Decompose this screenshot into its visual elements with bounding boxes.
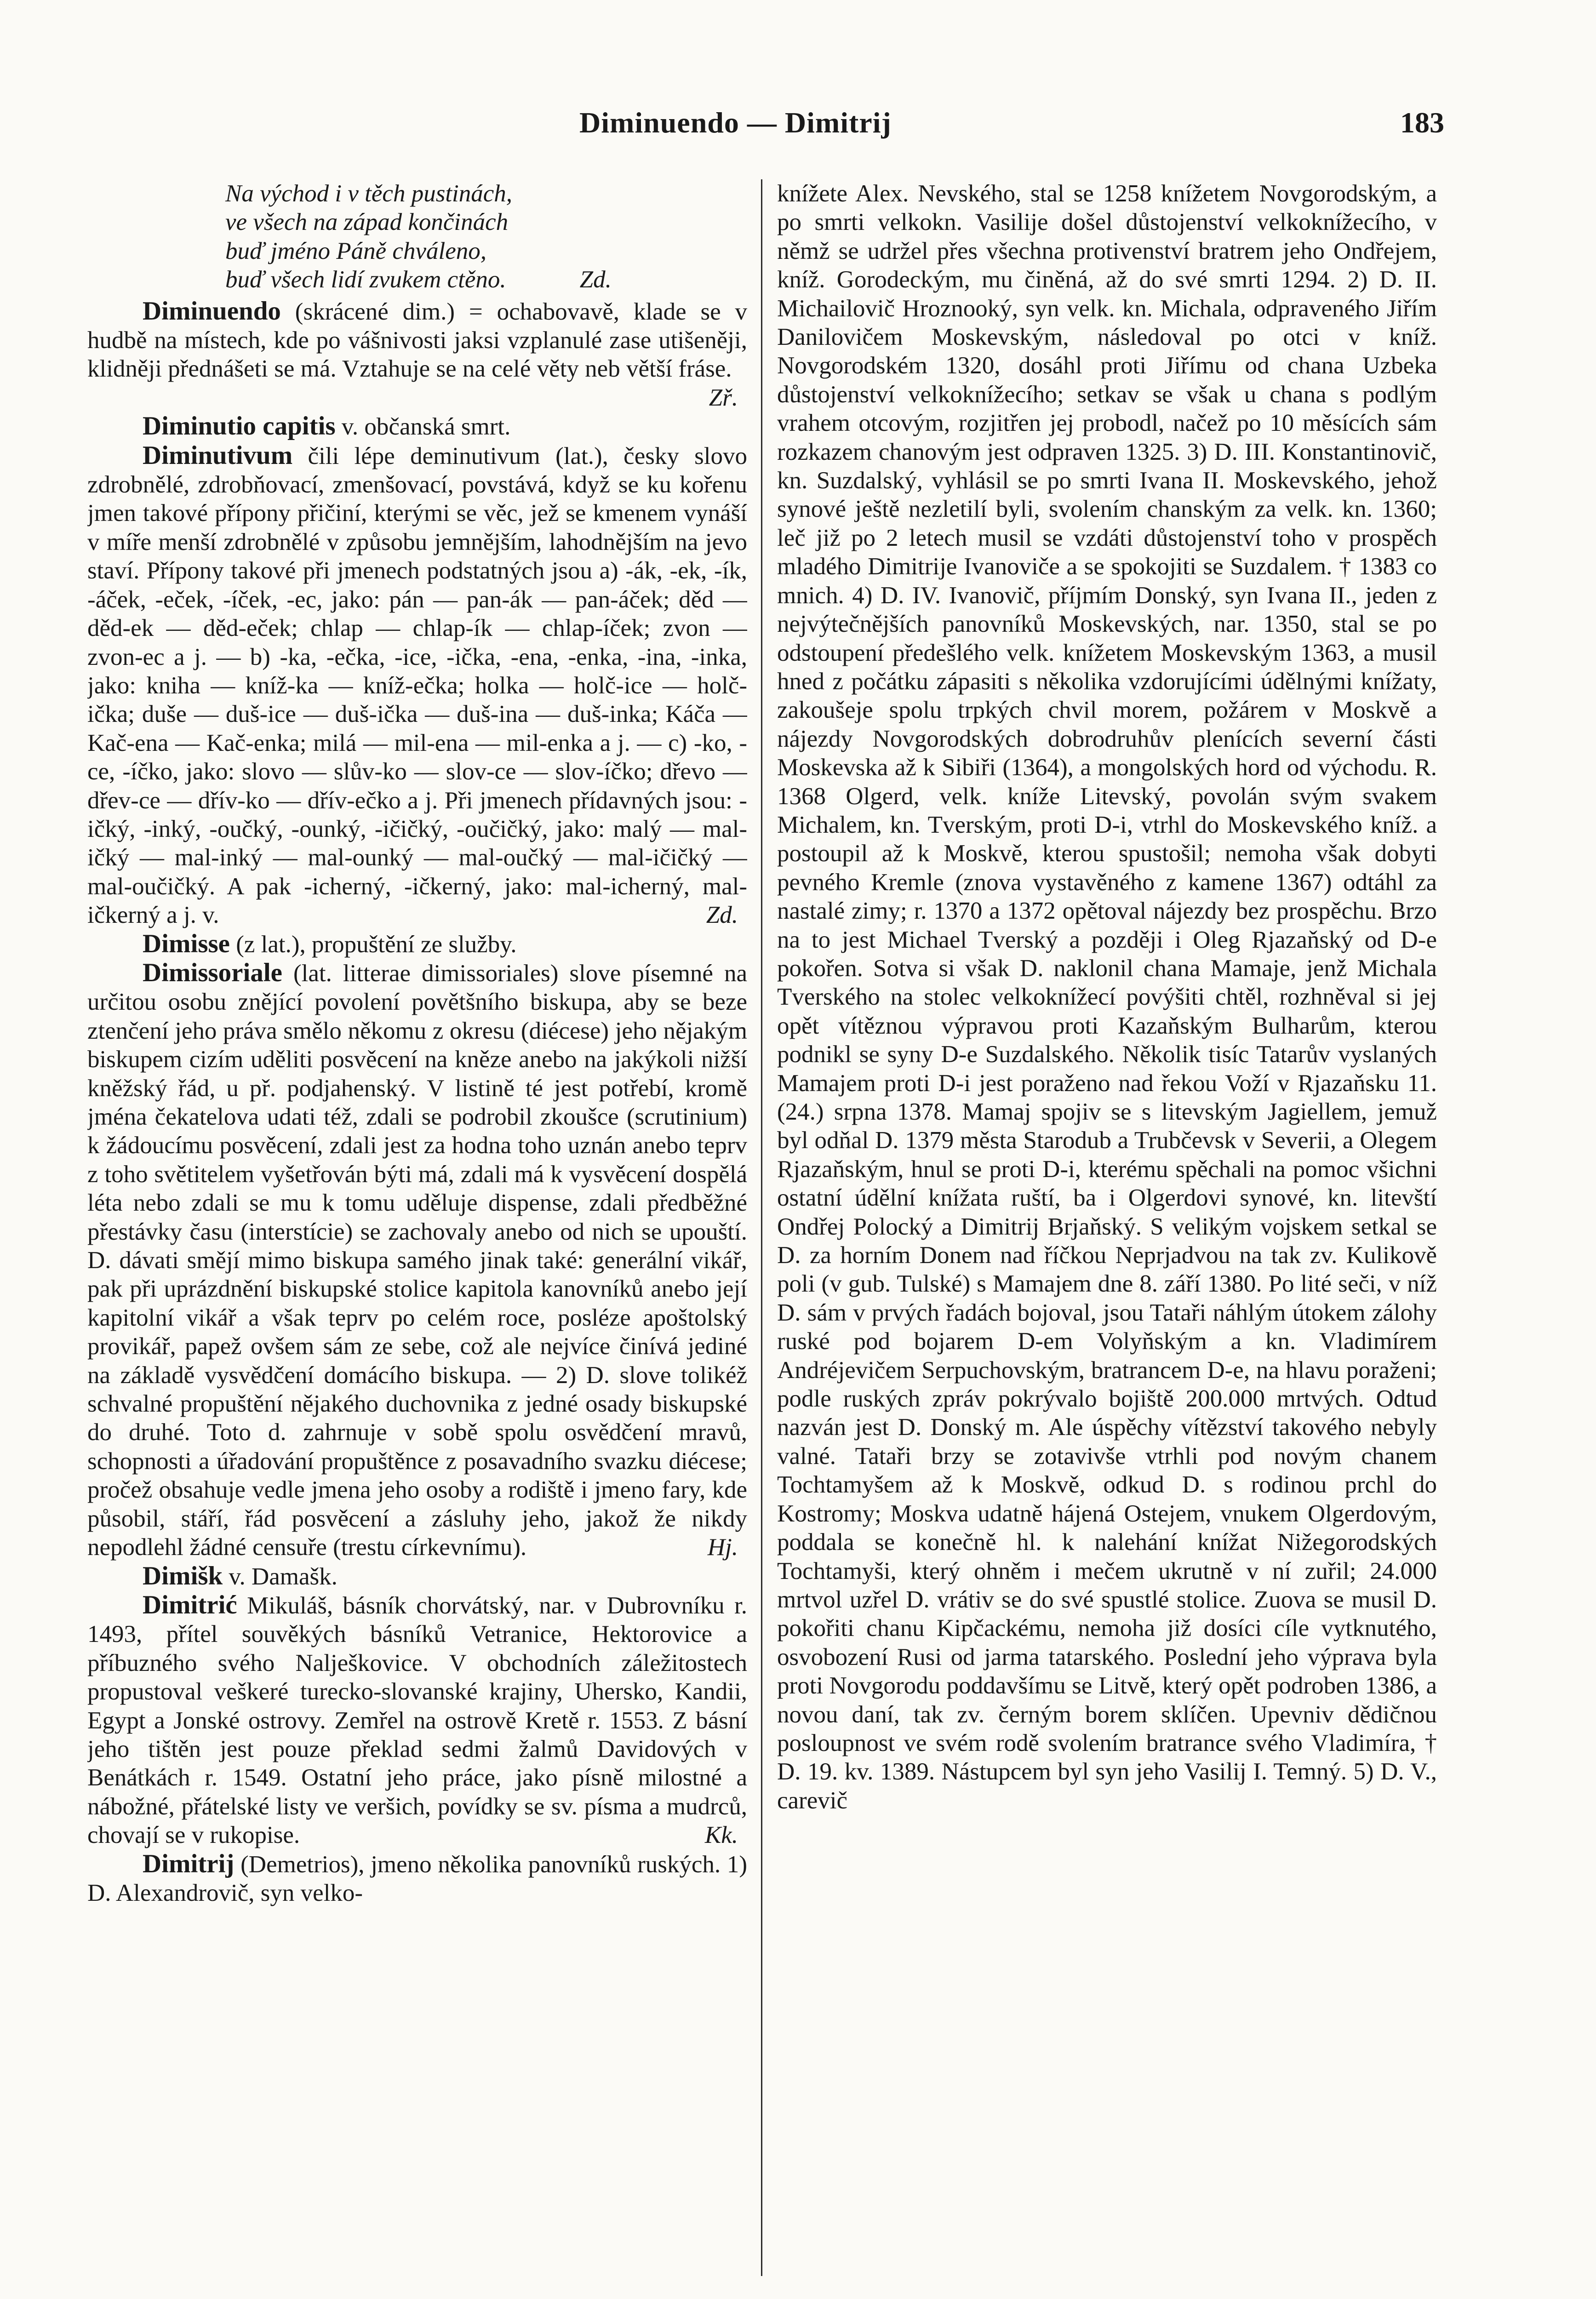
entry-dimitric (87, 1591, 747, 1850)
entry-signature: Hj. (707, 1534, 738, 1561)
entry-headword: Diminutio capitis (143, 412, 336, 441)
page-number: 183 (1400, 106, 1444, 139)
entry-diminuendo (87, 296, 747, 411)
poem-quote (225, 179, 747, 294)
entry-dimitrij (87, 1850, 747, 1908)
entry-text: (Demetrios), jmeno několika panovníků ruských. 1) D. Alexandrovič, syn velko- (87, 1851, 747, 1906)
entry-diminutio-capitis (87, 412, 747, 441)
entry-text: (lat. litterae dimissoriales) slove písemné na určitou osobu znějící povolení povětšního biskupa, aby se beze ztenčení jeho práva smělo někomu z okresu (diécese) jeho nějakým biskupem cizím uděliti posvěcení na kněze anebo na jakýkoli nižší kněžský řád, u př. podjahenský. V listině té jest potřebí, kromě jména čekatelova udati též, zdali se podrobil zkoušce (scrutinium) k žádoucímu posvěcení, zdali jest za hodna toho uznán anebo teprv z toho světitelem vyšetřován býti má, zdali má k vysvěcení dospělá léta nebo zdali se mu k tomu uděluje dispense, zdali předběžné přestávky času (interstície) se zachovaly anebo od nich se upouští. D. dávati smějí mimo biskupa samého jinak také: generální vikář, pak při uprázdnění biskupské stolice kapitola kanovníků anebo její kapitolní vikář a však teprv po celém roce, posléze apoštolský provikář, papež ovšem sám ze sebe, což ale nejvíce činívá jediné na základě vysvědčení domácího biskupa. — 2) D. slove tolikéž schvalné propuštění nějakého duchovnika z jedné osady biskupské do druhé. Toto d. zahrnuje v sobě spolu osvědčení mravů, schopnosti a úřadování propuštěnce z posavadního svazku diécese; pročež obsahuje vedle jmena jeho osoby a rodiště i jmeno fary, kde působil, stáří, řád posvěcení a zásluhy jeho, jakož že nikdy nepodlehl žádné censuře (trestu církevnímu). (87, 960, 747, 1561)
poem-line: Na východ i v těch pustinách, (225, 180, 513, 207)
poem-line: ve všech na západ končinách (225, 209, 509, 236)
running-title: Diminuendo — Dimitrij (579, 106, 892, 139)
entry-text: (skrácené dim.) = ochabovavě, klade se v hudbě na místech, kde po vášnivosti jaksi vzplanulé zase utišeněji, klidněji přednášeti se má. Vztahuje se na celé věty neb větší fráse. (87, 298, 747, 383)
entry-headword: Diminutivum (143, 440, 293, 470)
poem-line: buď všech lidí zvukem ctěno. Zd. (225, 265, 747, 294)
entry-signature: Zd. (706, 902, 738, 929)
entry-headword: Dimitrić (143, 1590, 237, 1619)
entry-signature: Zř. (709, 384, 738, 411)
entry-signature: Kk. (704, 1822, 738, 1849)
entry-headword: Dimišk (143, 1561, 223, 1590)
entry-dimissoriale (87, 959, 747, 1562)
entry-text: v. Damašk. (229, 1563, 338, 1590)
entry-headword: Dimisse (143, 929, 230, 958)
page-header (0, 106, 1596, 161)
entry-headword: Dimitrij (143, 1849, 235, 1878)
entry-text: čili lépe deminutivum (lat.), česky slovo zdrobnělé, zdrobňovací, zmenšovací, povstává, když se ku kořenu jmen takové přípony přičiní, kterými se věc, jež se kmenem vynáší v míře menší zdrobnělé v způsobu jemnějším, lahodnějším na jevo staví. Přípony takové při jmenech podstatných jsou a) -ák, -ek, -ík, -áček, -eček, -íček, -ec, jako: pán — pan-ák — pan-áček; děd — děd-ek — děd-eček; chlap — chlap-ík — chlap-íček; zvon — zvon-ec a j. — b) -ka, -ečka, -ice, -ička, -ena, -enka, -ina, -inka, jako: kniha — kníž-ka — kníž-ečka; holka — holč-ice — holč-ička; duše — duš-ice — duš-ička — duš-ina — duš-inka; Káča — Kač-ena — Kač-enka; milá — mil-ena — mil-enka a j. — c) -ko, -ce, -íčko, jako: slovo — slův-ko — slov-ce — slov-íčko; dřevo — dřev-ce — dřív-ko — dřív-ečko a j. Při jmenech přídavných jsou: -ičký, -inký, -oučký, -ounký, -ičičký, -oučičký, jako: malý — mal-ičký — mal-inký — mal-ounký — mal-oučký — mal-ičičký — mal-oučičký. A pak -icherný, -ičkerný, jako: mal-icherný, mal-ičkerný a j. v. (87, 442, 747, 929)
poem-line: buď jméno Páně chváleno, (225, 237, 486, 264)
entry-diminutivum (87, 441, 747, 930)
entry-dimisse (87, 930, 747, 959)
entry-headword: Diminuendo (143, 296, 281, 326)
entry-dimisk (87, 1562, 747, 1591)
poem-signature: Zd. (579, 266, 612, 293)
entry-text: (z lat.), propuštění ze služby. (236, 931, 517, 958)
right-column (777, 179, 1437, 2276)
entry-text: v. občanská smrt. (341, 413, 511, 440)
entry-dimitrij-continued: knížete Alex. Nevského, stal se 1258 knížetem Novgorodským, a po smrti velkokn. Vasilije došel důstojenství velkoknížecího, v němž se udržel přes všechna protivenství bratrem jeho Ondřejem, kníž. Gorodeckým, mu činěná, až do své smrti 1294. 2) D. II. Michailovič Hroznooký, syn velk. kn. Michala, odpraveného Jiřím Danilovičem Moskevským, následoval po otci v kníž. Novgorodském 1320, dosáhl proti Jiřímu od chana Uzbeka důstojenství velkoknížecího; setkav se však u chana s podlým vrahem otcovým, rozjitřen jej probodl, načež po 10 měsících sám rozkazem chanovým jest odpraven 1325. 3) D. III. Konstantinovič, kn. Suzdalský, vyhlásil se po smrti Ivana II. Moskevského, jehož synové ještě nezletilí byli, svolením chanským za velk. kn. 1360; leč již po 2 letech musil se vzdáti důstojenství toho v prospěch mladého Dimitrije Ivanoviče a se spokojiti se Suzdalem. † 1383 co mnich. 4) D. IV. Ivanovič, příjmím Donský, syn Ivana II., jeden z nejvýtečnějších panovníků Moskevských, nar. 1350, stal se po odstoupení předešlého velk. knížetem Moskevským 1363, a musil hned z počátku zápasiti s několika vzdorujícími údělnými knížaty, zakoušeje spolu trpkých chvil morem, požárem v Moskvě a nájezdy Novgorodských dobrodruhův plenících severní části Moskevska až k Sibiři (1364), a mongolských hord od východu. R. 1368 Olgerd, velk. kníže Litevský, povolán svým svakem Michalem, kn. Tverským, proti D-i, vtrhl do Moskevského kníž. a postoupil až k Moskvě, kterou spustošil; nemoha však dobyti pevného Kremle (znova vystavěného z kamene 1367) odtáhl za nastalé zimy; r. 1370 a 1372 opětoval nájezdy bez prospěchu. Brzo na to jest Michael Tverský a později i Oleg Rjazaňský od D-e pokořen. Sotva si však D. naklonil chana Mamaje, jenž Michala Tverského na stolec velkoknížecí povýšiti chtěl, rozhněval si jej opět vítěznou výpravou proti Kazaňským Bulharům, kterou podnikl se syny D-e Suzdalského. Několik tisíc Tatarův vyslaných Mamajem proti D-i jest poraženo nad řekou Voží v Rjazaňsku 11. (24.) srpna 1378. Mamaj spojiv se s litevským Jagiellem, jemuž byl odňal D. 1379 města Starodub a Trubčevsk v Severii, a Olegem Rjazaňským, hnul se proti D-i, kterému spěchali na pomoc všichni ostatní údělní knížata ruští, ba i Olgerdovi synové, kn. litevští Ondřej Polocký a Dimitrij Brjaňský. S velikým vojskem setkal se D. za horním Donem nad říčkou Neprjadvou na tak zv. Kulikově poli (v gub. Tulské) s Mamajem dne 8. září 1380. Po lité seči, v níž D. sám v prvých řadách bojoval, jsou Tataři náhlým útokem zálohy ruské pod bojarem D-em Volyňským a kn. Vladimírem Andréjevičem Serpuchovským, bratrancem D-e, na hlavu poraženi; podle ruských zpráv pokrývalo bojiště 200.000 mrtvých. Odtud nazván jest D. Donský m. Ale úspěchy vítězství takového nebyly valné. Tataři brzy se zotavivše vtrhli pod novým chanem Tochtamyšem až k Moskvě, odkud D. s rodinou prchl do Kostromy; Moskva udatně hájená Ostejem, vnukem Olgerdovým, poddala se konečně hl. k nalehání knížat Nižegorodských Tochtamyši, který ohněm i mečem ukrutně v ní zuřil; 24.000 mrtvol uzřel D. vrátiv se do své spustlé stolice. Zuova se musil D. pokořiti chanu Kipčackému, nemoha již dosíci cíle vytknutého, osvobození Rusi od jarma tatarského. Poslední jeho výprava byla proti Novgorodu poddavšímu se Litvě, který opět podroben 1386, a novou daní, tak zv. černým borem sklíčen. Upevniv dědičnou posloupnost ve svém rodě svolením bratrance svého Vladimíra, † D. 19. kv. 1389. Nástupcem byl syn jeho Vasilij I. Temný. 5) D. V., carevič (777, 180, 1437, 1814)
entry-text: Mikuláš, básník chorvátský, nar. v Dubrovníku r. 1493, přítel souvěkých básníků Vetranice, Hektorovice a příbuzného svého Nalješkovice. V obchodních záležitostech propustoval veškeré turecko-slovanské krajiny, Uhersko, Kandii, Egypt a Jonské ostrovy. Zemřel na ostrově Kretě r. 1553. Z básní jeho tištěn jest pouze překlad sedmi žalmů Davidových v Benátkách r. 1549. Ostatní jeho práce, jako písně milostné a nábožné, přátelské listy ve veršich, povídky se sv. písma a mudrců, chovají se v rukopise. (87, 1592, 747, 1849)
column-divider (761, 179, 762, 2276)
entry-headword: Dimissoriale (143, 958, 282, 987)
left-column (87, 179, 747, 2276)
